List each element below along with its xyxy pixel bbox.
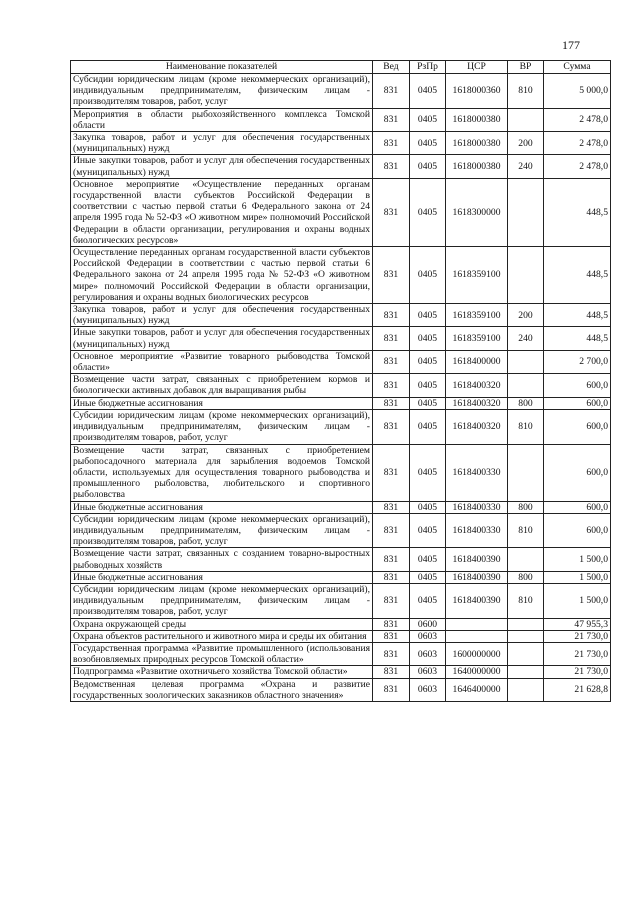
cell-vr: 810 (508, 74, 544, 109)
table-row (71, 501, 611, 513)
cell-rzpr: 0405 (410, 327, 446, 350)
cell-sum: 21 730,0 (544, 642, 611, 665)
cell-name: Возмещение части затрат, связанных с созданием товарно-выростных рыбоводных хозяйств (71, 548, 373, 571)
cell-vr (508, 666, 544, 678)
table-row (71, 132, 611, 155)
header-rzpr: РзПр (410, 61, 446, 74)
cell-ved: 831 (373, 618, 410, 630)
cell-vr: 810 (508, 513, 544, 548)
cell-csr: 1618359100 (446, 327, 508, 350)
cell-csr: 1618400390 (446, 583, 508, 618)
header-vr: ВР (508, 61, 544, 74)
cell-rzpr: 0405 (410, 350, 446, 373)
cell-ved: 831 (373, 548, 410, 571)
cell-name: Мероприятия в области рыбохозяйственного комплекса Томской области (71, 108, 373, 131)
cell-rzpr: 0405 (410, 132, 446, 155)
cell-vr (508, 374, 544, 397)
cell-csr: 1618000380 (446, 108, 508, 131)
cell-vr: 800 (508, 501, 544, 513)
header-sum: Сумма (544, 61, 611, 74)
cell-rzpr: 0405 (410, 571, 446, 583)
table-row (71, 304, 611, 327)
cell-rzpr: 0405 (410, 501, 446, 513)
cell-vr (508, 548, 544, 571)
cell-csr: 1618400320 (446, 397, 508, 409)
cell-vr (508, 618, 544, 630)
table-row (71, 155, 611, 178)
cell-sum: 600,0 (544, 513, 611, 548)
cell-ved: 831 (373, 571, 410, 583)
cell-sum: 21 730,0 (544, 630, 611, 642)
cell-rzpr: 0405 (410, 74, 446, 109)
cell-name: Охрана окружающей среды (71, 618, 373, 630)
cell-name: Иные бюджетные ассигнования (71, 397, 373, 409)
cell-sum: 2 478,0 (544, 108, 611, 131)
table-row (71, 583, 611, 618)
cell-sum: 600,0 (544, 501, 611, 513)
table-row (71, 178, 611, 246)
page-number: 177 (562, 38, 580, 52)
cell-name: Иные закупки товаров, работ и услуг для обеспечения государственных (муниципальных) нужд (71, 155, 373, 178)
cell-name: Иные закупки товаров, работ и услуг для обеспечения государственных (муниципальных) нужд (71, 327, 373, 350)
cell-rzpr: 0405 (410, 304, 446, 327)
table-row (71, 74, 611, 109)
cell-csr: 1618000380 (446, 132, 508, 155)
cell-vr: 800 (508, 571, 544, 583)
cell-csr: 1618400320 (446, 374, 508, 397)
cell-name: Субсидии юридическим лицам (кроме некоммерческих организаций), индивидуальным предпринимателям, физическим лицам - производителям товаров, работ, услуг (71, 513, 373, 548)
header-ved: Вед (373, 61, 410, 74)
cell-vr: 810 (508, 409, 544, 444)
cell-name: Осуществление переданных органам государственной власти субъектов Российской Федерации в соответствии с частью первой статьи 6 Федерального закона от 24 апреля 1995 года № 52-ФЗ «О животном мире» полномочий Российской Федерации в области организации, регулирования и охраны водных биологических ресурсов (71, 247, 373, 304)
table-row (71, 618, 611, 630)
header-name: Наименование показателей (71, 61, 373, 74)
cell-csr: 1618359100 (446, 247, 508, 304)
cell-name: Иные бюджетные ассигнования (71, 571, 373, 583)
cell-csr: 1618300000 (446, 178, 508, 246)
cell-vr: 200 (508, 132, 544, 155)
cell-ved: 831 (373, 409, 410, 444)
cell-name: Основное мероприятие «Осуществление переданных органам государственной власти субъектов Российской Федерации в соответствии с частью первой статьи 6 Федерального закона от 24 апреля 1995 года № 52-ФЗ «О животном мире» полномочий Российской Федерации в области организации, регулирования и охраны водных биологических ресурсов» (71, 178, 373, 246)
cell-csr: 1618000380 (446, 155, 508, 178)
cell-ved: 831 (373, 132, 410, 155)
cell-name: Подпрограмма «Развитие охотничьего хозяйства Томской области» (71, 666, 373, 678)
table-row (71, 327, 611, 350)
table-row (71, 397, 611, 409)
table-row (71, 374, 611, 397)
cell-ved: 831 (373, 583, 410, 618)
cell-vr (508, 350, 544, 373)
table-row (71, 630, 611, 642)
cell-name: Государственная программа «Развитие промышленного (использования возобновляемых природных ресурсов Томской области» (71, 642, 373, 665)
cell-ved: 831 (373, 74, 410, 109)
cell-sum: 2 478,0 (544, 132, 611, 155)
cell-ved: 831 (373, 155, 410, 178)
cell-rzpr: 0405 (410, 409, 446, 444)
cell-ved: 831 (373, 501, 410, 513)
cell-csr: 1618400330 (446, 501, 508, 513)
cell-ved: 831 (373, 642, 410, 665)
cell-ved: 831 (373, 108, 410, 131)
cell-sum: 21 730,0 (544, 666, 611, 678)
cell-csr: 1618400330 (446, 513, 508, 548)
cell-ved: 831 (373, 678, 410, 701)
cell-sum: 5 000,0 (544, 74, 611, 109)
cell-vr: 240 (508, 155, 544, 178)
cell-rzpr: 0405 (410, 155, 446, 178)
cell-ved: 831 (373, 513, 410, 548)
table-row (71, 350, 611, 373)
cell-rzpr: 0405 (410, 247, 446, 304)
cell-vr (508, 178, 544, 246)
cell-csr: 1646400000 (446, 678, 508, 701)
cell-ved: 831 (373, 666, 410, 678)
cell-vr (508, 247, 544, 304)
cell-name: Основное мероприятие «Развитие товарного рыбоводства Томской области» (71, 350, 373, 373)
cell-rzpr: 0603 (410, 630, 446, 642)
cell-rzpr: 0603 (410, 642, 446, 665)
cell-vr (508, 444, 544, 501)
cell-csr: 1618400000 (446, 350, 508, 373)
cell-vr (508, 678, 544, 701)
cell-sum: 1 500,0 (544, 548, 611, 571)
cell-name: Возмещение части затрат, связанных с приобретением кормов и биологически активных добавок для выращивания рыбы (71, 374, 373, 397)
cell-csr (446, 630, 508, 642)
cell-vr (508, 108, 544, 131)
table-row (71, 666, 611, 678)
cell-sum: 47 955,3 (544, 618, 611, 630)
cell-rzpr: 0603 (410, 678, 446, 701)
cell-name: Охрана объектов растительного и животного мира и среды их обитания (71, 630, 373, 642)
cell-ved: 831 (373, 630, 410, 642)
table-row (71, 642, 611, 665)
table-row (71, 548, 611, 571)
cell-name: Закупка товаров, работ и услуг для обеспечения государственных (муниципальных) нужд (71, 304, 373, 327)
cell-ved: 831 (373, 444, 410, 501)
cell-csr (446, 618, 508, 630)
cell-rzpr: 0405 (410, 178, 446, 246)
cell-name: Ведомственная целевая программа «Охрана и развитие государственных зоологических заказников областного значения» (71, 678, 373, 701)
cell-ved: 831 (373, 350, 410, 373)
cell-ved: 831 (373, 178, 410, 246)
cell-csr: 1618400330 (446, 444, 508, 501)
cell-ved: 831 (373, 304, 410, 327)
cell-csr: 1618000360 (446, 74, 508, 109)
table-row (71, 444, 611, 501)
cell-ved: 831 (373, 397, 410, 409)
table-row (71, 247, 611, 304)
cell-sum: 448,5 (544, 178, 611, 246)
cell-name: Субсидии юридическим лицам (кроме некоммерческих организаций), индивидуальным предпринимателям, физическим лицам - производителям товаров, работ, услуг (71, 74, 373, 109)
cell-vr (508, 642, 544, 665)
cell-ved: 831 (373, 374, 410, 397)
header-csr: ЦСР (446, 61, 508, 74)
cell-sum: 448,5 (544, 304, 611, 327)
table-row (71, 513, 611, 548)
cell-rzpr: 0405 (410, 108, 446, 131)
cell-csr: 1618400320 (446, 409, 508, 444)
cell-csr: 1618400390 (446, 548, 508, 571)
cell-csr: 1618359100 (446, 304, 508, 327)
table-header-row (71, 61, 611, 74)
cell-ved: 831 (373, 247, 410, 304)
cell-sum: 1 500,0 (544, 583, 611, 618)
table-row (71, 571, 611, 583)
cell-ved: 831 (373, 327, 410, 350)
cell-name: Закупка товаров, работ и услуг для обеспечения государственных (муниципальных) нужд (71, 132, 373, 155)
cell-vr: 810 (508, 583, 544, 618)
table-row (71, 108, 611, 131)
cell-rzpr: 0405 (410, 397, 446, 409)
cell-name: Субсидии юридическим лицам (кроме некоммерческих организаций), индивидуальным предпринимателям, физическим лицам - производителям товаров, работ, услуг (71, 409, 373, 444)
cell-rzpr: 0405 (410, 583, 446, 618)
cell-sum: 448,5 (544, 327, 611, 350)
cell-rzpr: 0405 (410, 444, 446, 501)
cell-vr (508, 630, 544, 642)
cell-sum: 600,0 (544, 374, 611, 397)
table-row (71, 409, 611, 444)
cell-name: Иные бюджетные ассигнования (71, 501, 373, 513)
cell-vr: 240 (508, 327, 544, 350)
cell-sum: 2 478,0 (544, 155, 611, 178)
cell-sum: 600,0 (544, 397, 611, 409)
cell-sum: 1 500,0 (544, 571, 611, 583)
cell-sum: 21 628,8 (544, 678, 611, 701)
cell-rzpr: 0405 (410, 548, 446, 571)
cell-sum: 448,5 (544, 247, 611, 304)
cell-rzpr: 0405 (410, 374, 446, 397)
cell-rzpr: 0603 (410, 666, 446, 678)
budget-table (70, 60, 611, 702)
cell-csr: 1618400390 (446, 571, 508, 583)
cell-csr: 1640000000 (446, 666, 508, 678)
cell-sum: 600,0 (544, 409, 611, 444)
cell-name: Субсидии юридическим лицам (кроме некоммерческих организаций), индивидуальным предпринимателям, физическим лицам - производителям товаров, работ, услуг (71, 583, 373, 618)
cell-vr: 800 (508, 397, 544, 409)
cell-csr: 1600000000 (446, 642, 508, 665)
cell-sum: 2 700,0 (544, 350, 611, 373)
cell-vr: 200 (508, 304, 544, 327)
cell-name: Возмещение части затрат, связанных с приобретением рыбопосадочного материала для зарыбления водоемов Томской области, используемых для осуществления товарного рыбоводства и промышленного рыболовства, любительского и спортивного рыболовства (71, 444, 373, 501)
table-row (71, 678, 611, 701)
cell-sum: 600,0 (544, 444, 611, 501)
cell-rzpr: 0405 (410, 513, 446, 548)
cell-rzpr: 0600 (410, 618, 446, 630)
